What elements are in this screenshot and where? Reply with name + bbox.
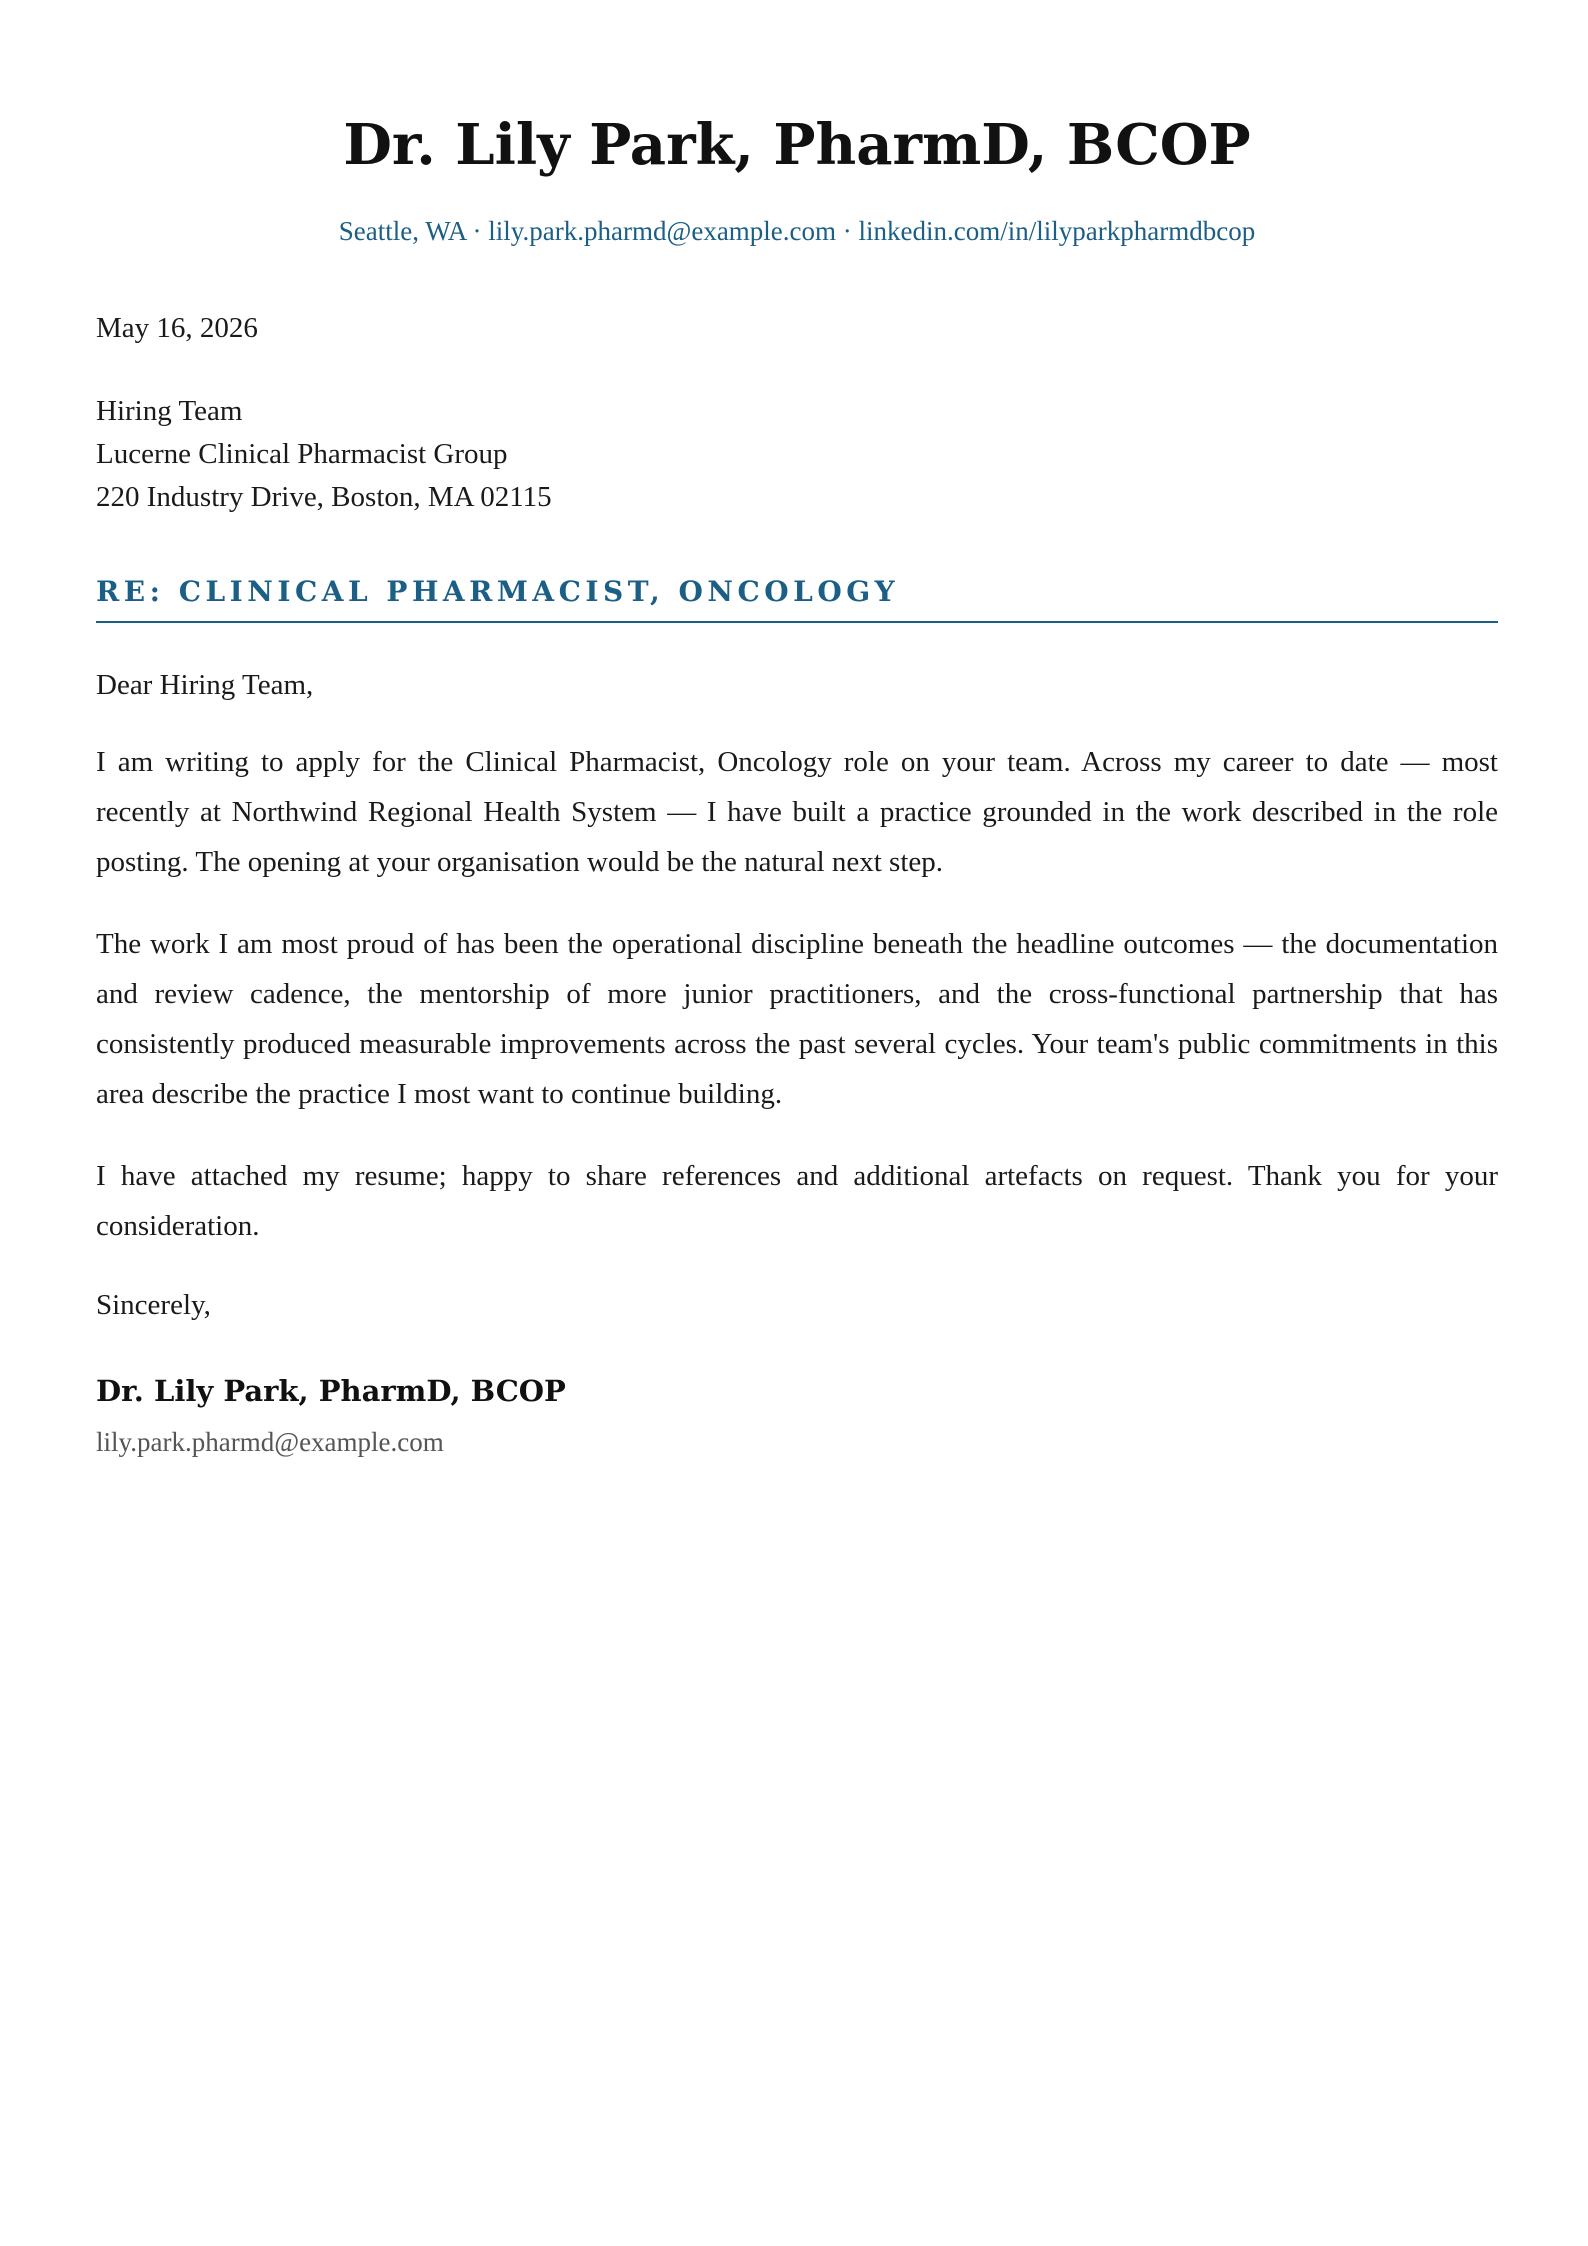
contact-email-link[interactable]: lily.park.pharmd@example.com <box>488 216 837 246</box>
contact-separator: · <box>836 216 859 246</box>
cover-letter-page <box>96 0 1498 1459</box>
letter-header <box>96 0 1498 248</box>
contact-separator: · <box>465 216 489 246</box>
signature-name: Dr. Lily Park, PharmD, BCOP <box>96 1374 566 1408</box>
body-paragraph: The work I am most proud of has been the operational discipline beneath the headline outcomes — the documentation and review cadence, the mentorship of more junior practitioners, and the cross-functional partnership that has consistently produced measurable improvements across the past several cycles. Your team's public commitments in this area describe the practice I most want to continue building. <box>96 928 1498 1110</box>
contact-linkedin-link[interactable]: linkedin.com/in/lilyparkpharmdbcop <box>858 216 1256 246</box>
salutation: Dear Hiring Team, <box>96 669 314 701</box>
recipient-line: Lucerne Clinical Pharmacist Group <box>96 438 508 470</box>
body-paragraph: I am writing to apply for the Clinical Pharmacist, Oncology role on your team. Across my career to date — most recently at Northwind Regional Health System — I have built a practice grounded in the work described in the role posting. The opening at your organisation would be the natural next step. <box>96 746 1498 878</box>
body-paragraph: I have attached my resume; happy to share references and additional artefacts on request. Thank you for your consideration. <box>96 1160 1498 1242</box>
recipient-block <box>96 390 1498 519</box>
closing: Sincerely, <box>96 1289 211 1321</box>
letter-date: May 16, 2026 <box>96 312 258 344</box>
contact-line <box>96 214 1498 248</box>
recipient-line: 220 Industry Drive, Boston, MA 02115 <box>96 481 552 513</box>
recipient-line: Hiring Team <box>96 395 243 427</box>
signature-email: lily.park.pharmd@example.com <box>96 1427 444 1457</box>
contact-location: Seattle, WA <box>338 216 466 246</box>
applicant-name: Dr. Lily Park, PharmD, BCOP <box>343 112 1251 178</box>
subject-heading: RE: CLINICAL PHARMACIST, ONCOLOGY <box>96 575 1498 623</box>
